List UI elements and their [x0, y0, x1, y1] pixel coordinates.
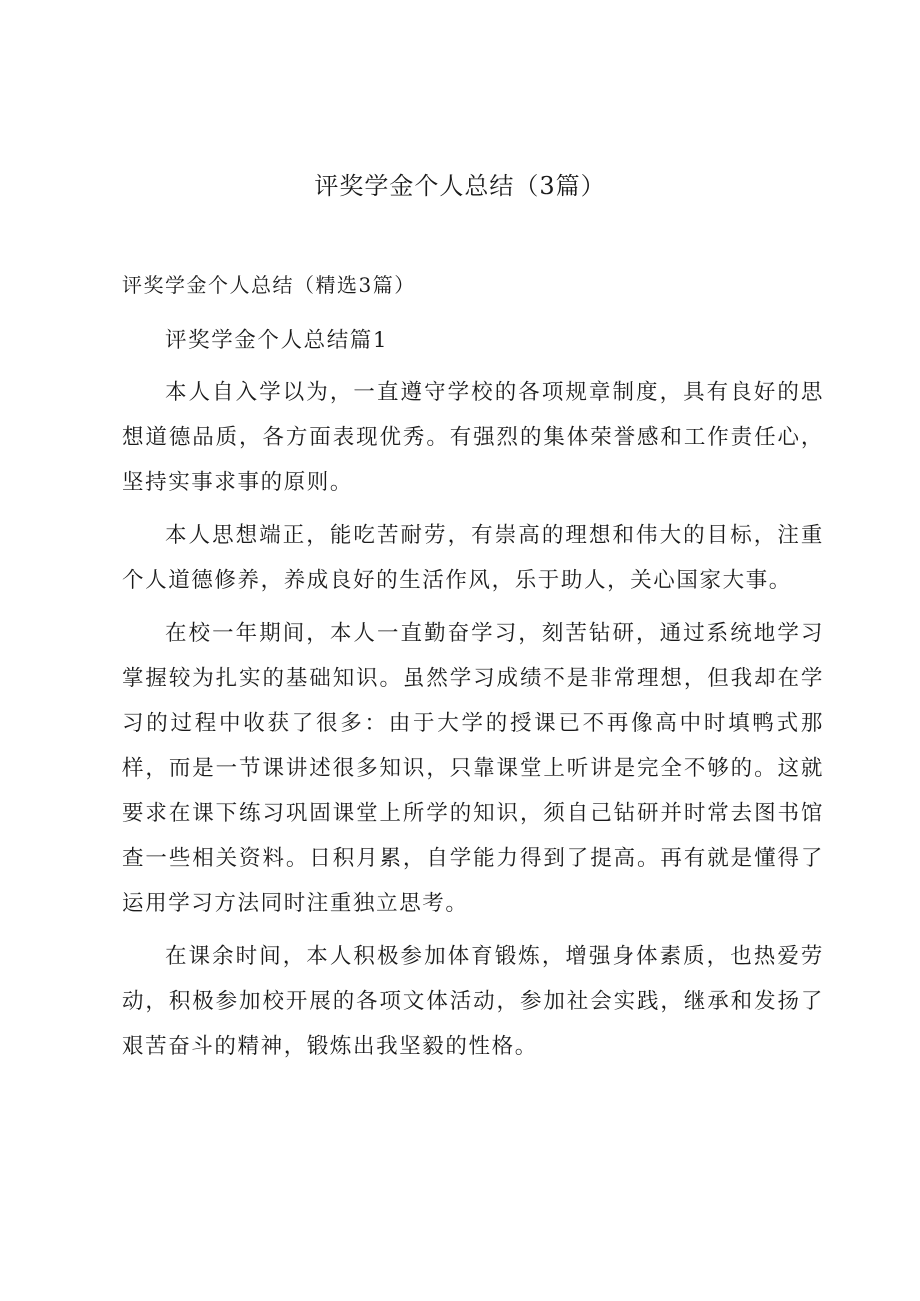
document-subtitle: 评奖学金个人总结（精选3篇）	[122, 273, 416, 297]
paragraph-2: 本人思想端正，能吃苦耐劳，有崇高的理想和伟大的目标，注重个人道德修养，养成良好的生活作风，乐于助人，关心国家大事。	[122, 523, 824, 593]
paragraph-1: 本人自入学以为，一直遵守学校的各项规章制度，具有良好的思想道德品质，各方面表现优秀。有强烈的集体荣誉感和工作责任心，坚持实事求事的原则。	[122, 380, 824, 495]
paragraph-3: 在校一年期间，本人一直勤奋学习，刻苦钻研，通过系统地学习掌握较为扎实的基础知识。虽然学习成绩不是非常理想，但我却在学习的过程中收获了很多：由于大学的授课已不再像高中时填鸭式那样，而是一节课讲述很多知识，只靠课堂上听讲是完全不够的。这就要求在课下练习巩固课堂上所学的知识，须自己钻研并时常去图书馆查一些相关资料。日积月累，自学能力得到了提高。再有就是懂得了运用学习方法同时注重独立思考。	[122, 621, 824, 916]
paragraph-4: 在课余时间，本人积极参加体育锻炼，增强身体素质，也热爱劳动，积极参加校开展的各项文体活动，参加社会实践，继承和发扬了艰苦奋斗的精神，锻炼出我坚毅的性格。	[122, 944, 824, 1059]
section-heading: 评奖学金个人总结篇1	[165, 328, 389, 353]
document-body	[122, 318, 824, 1077]
document-title: 评奖学金个人总结（3篇）	[314, 172, 606, 200]
